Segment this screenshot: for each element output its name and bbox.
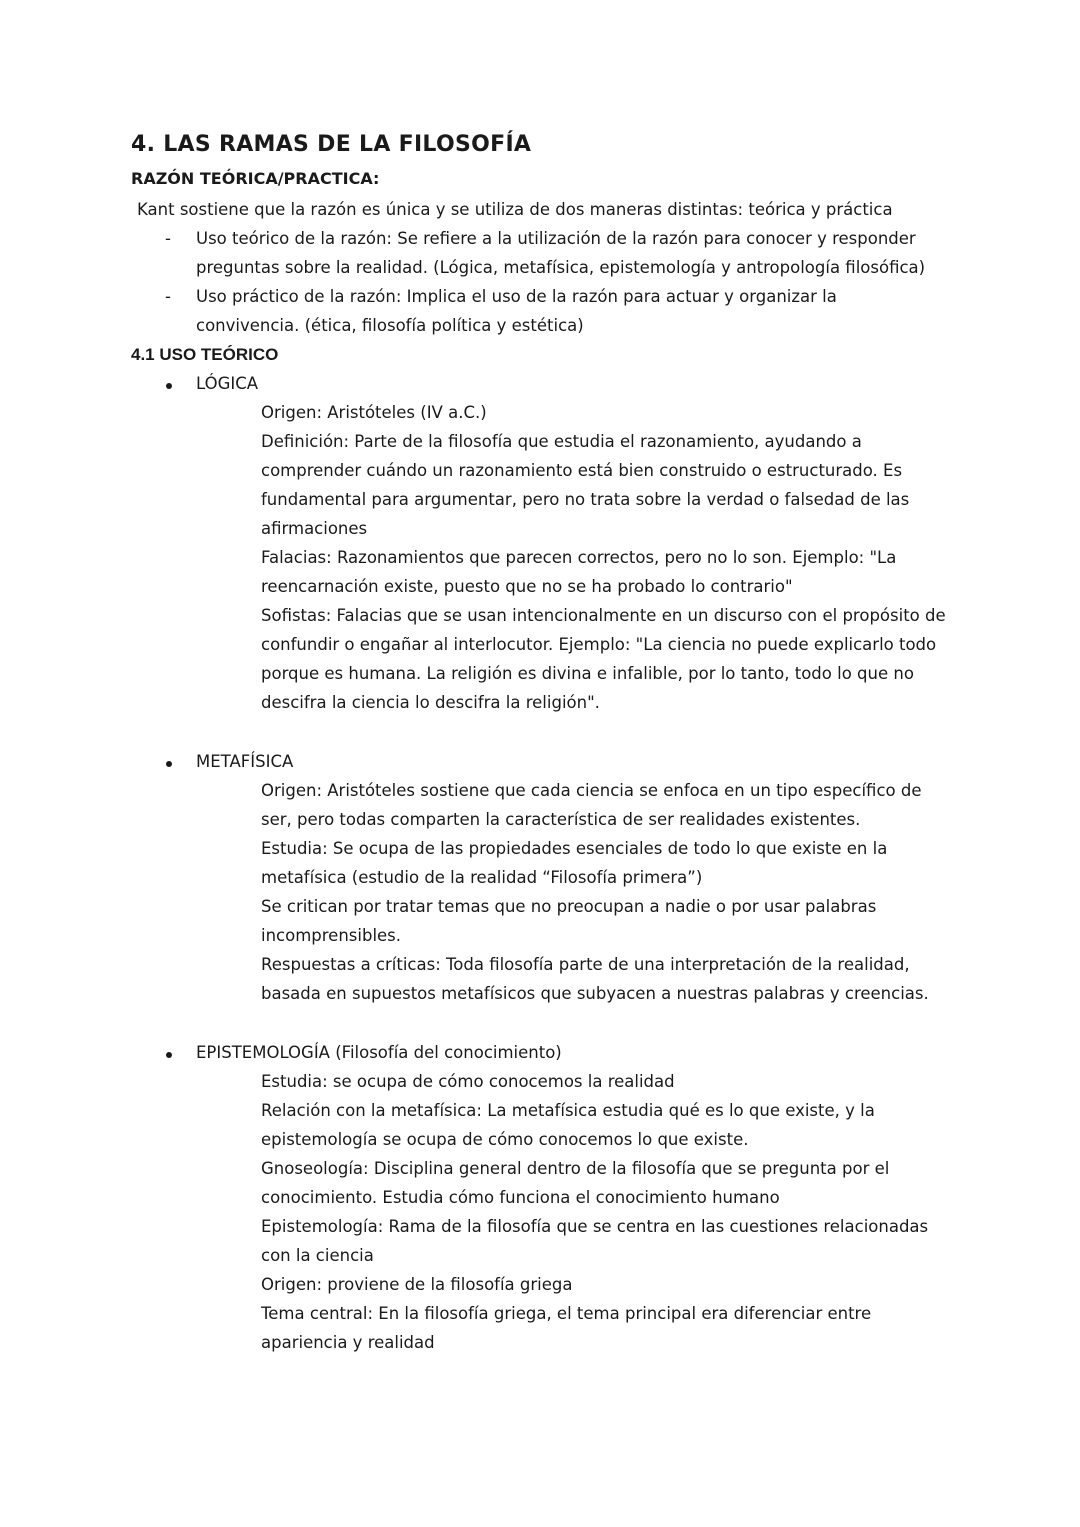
intro-paragraph: Kant sostiene que la razón es única y se utiliza de dos maneras distintas: teórica y práctica bbox=[137, 200, 893, 219]
text-line: comprender cuándo un razonamiento está bien construido o estructurado. Es bbox=[261, 461, 903, 480]
text-line: Definición: Parte de la filosofía que estudia el razonamiento, ayudando a bbox=[261, 432, 862, 451]
text-line: preguntas sobre la realidad. (Lógica, metafísica, epistemología y antropología filosófica) bbox=[196, 258, 926, 277]
text-line: Relación con la metafísica: La metafísica estudia qué es lo que existe, y la bbox=[261, 1101, 875, 1120]
bullet-icon bbox=[166, 1052, 172, 1058]
section-subtitle: RAZÓN TEÓRICA/PRACTICA: bbox=[131, 169, 380, 188]
text-line: convivencia. (ética, filosofía política y estética) bbox=[196, 316, 584, 335]
bullet-details-epistemologia bbox=[261, 1067, 961, 1357]
text-line: descifra la ciencia lo descifra la religión". bbox=[261, 693, 600, 712]
text-line: porque es humana. La religión es divina e infalible, por lo tanto, todo lo que no bbox=[261, 664, 914, 683]
text-line: Estudia: Se ocupa de las propiedades esenciales de todo lo que existe en la bbox=[261, 839, 888, 858]
text-line: Se critican por tratar temas que no preocupan a nadie o por usar palabras bbox=[261, 897, 877, 916]
bullet-details-metafisica bbox=[261, 776, 961, 1008]
text-line: ser, pero todas comparten la característica de ser realidades existentes. bbox=[261, 810, 861, 829]
text-line: Respuestas a críticas: Toda filosofía parte de una interpretación de la realidad, bbox=[261, 955, 910, 974]
text-line: Sofistas: Falacias que se usan intencionalmente en un discurso con el propósito de bbox=[261, 606, 946, 625]
dash-item-theoretical-use bbox=[196, 224, 976, 282]
text-line: Tema central: En la filosofía griega, el tema principal era diferenciar entre bbox=[261, 1304, 872, 1323]
bullet-icon bbox=[166, 383, 172, 389]
text-line: Uso teórico de la razón: Se refiere a la utilización de la razón para conocer y responder bbox=[196, 229, 916, 248]
page-title: 4. LAS RAMAS DE LA FILOSOFÍA bbox=[131, 132, 532, 157]
text-line: incomprensibles. bbox=[261, 926, 402, 945]
text-line: apariencia y realidad bbox=[261, 1333, 435, 1352]
text-line: fundamental para argumentar, pero no trata sobre la verdad o falsedad de las bbox=[261, 490, 910, 509]
text-line: confundir o engañar al interlocutor. Ejemplo: "La ciencia no puede explicarlo todo bbox=[261, 635, 937, 654]
text-line: Origen: Aristóteles sostiene que cada ciencia se enfoca en un tipo específico de bbox=[261, 781, 922, 800]
text-line: basada en supuestos metafísicos que subyacen a nuestras palabras y creencias. bbox=[261, 984, 929, 1003]
text-line: Epistemología: Rama de la filosofía que se centra en las cuestiones relacionadas bbox=[261, 1217, 929, 1236]
text-line: Origen: Aristóteles (IV a.C.) bbox=[261, 403, 487, 422]
text-line: metafísica (estudio de la realidad “Filosofía primera”) bbox=[261, 868, 703, 887]
text-line: Origen: proviene de la filosofía griega bbox=[261, 1275, 573, 1294]
text-line: Uso práctico de la razón: Implica el uso de la razón para actuar y organizar la bbox=[196, 287, 837, 306]
bullet-icon bbox=[166, 761, 172, 767]
dash-item-practical-use bbox=[196, 282, 976, 340]
bullet-label-epistemologia: EPISTEMOLOGÍA (Filosofía del conocimiento) bbox=[196, 1043, 562, 1062]
text-line: conocimiento. Estudia cómo funciona el conocimiento humano bbox=[261, 1188, 780, 1207]
text-line: afirmaciones bbox=[261, 519, 368, 538]
text-line: Falacias: Razonamientos que parecen correctos, pero no lo son. Ejemplo: "La bbox=[261, 548, 897, 567]
section-heading: 4.1 USO TEÓRICO bbox=[131, 345, 279, 364]
bullet-label-logica: LÓGICA bbox=[196, 374, 259, 393]
bullet-label-metafisica: METAFÍSICA bbox=[196, 752, 294, 771]
text-line: epistemología se ocupa de cómo conocemos lo que existe. bbox=[261, 1130, 749, 1149]
dash-marker: - bbox=[165, 229, 171, 248]
dash-marker: - bbox=[165, 287, 171, 306]
text-line: con la ciencia bbox=[261, 1246, 374, 1265]
text-line: Gnoseología: Disciplina general dentro de la filosofía que se pregunta por el bbox=[261, 1159, 890, 1178]
bullet-details-logica bbox=[261, 398, 961, 717]
text-line: reencarnación existe, puesto que no se ha probado lo contrario" bbox=[261, 577, 793, 596]
text-line: Estudia: se ocupa de cómo conocemos la realidad bbox=[261, 1072, 675, 1091]
